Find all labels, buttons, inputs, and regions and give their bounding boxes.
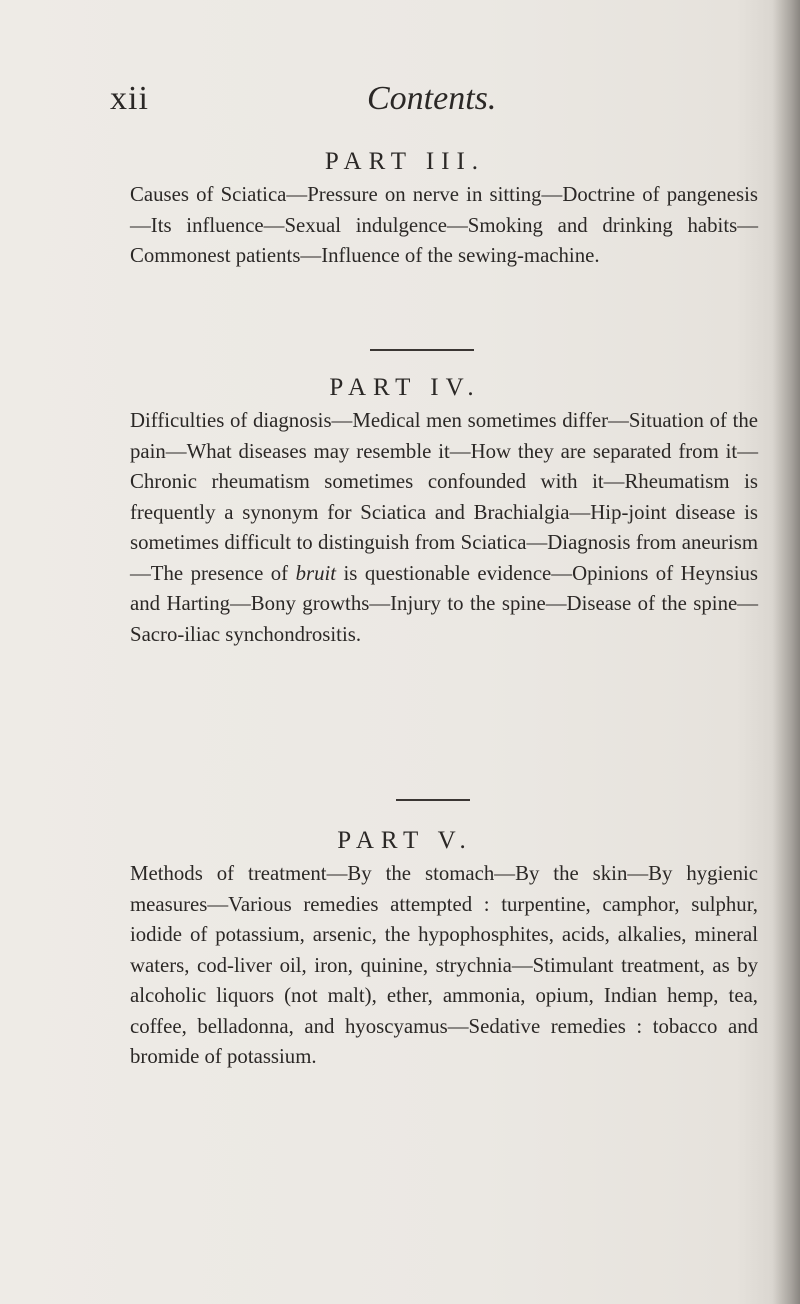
running-head-title: Contents. xyxy=(367,80,497,117)
part-iv-summary-italic: bruit xyxy=(295,561,337,585)
section-divider xyxy=(370,349,474,351)
part-iv-summary-start: Difficulties of diagnosis—Medical men sometimes differ—Situation of the pain—What diseases may resemble it—How they are separated from it—Chronic rheumatism sometimes confounded with it—Rheumatism is frequently a synonym for Sciatica and Brachialgia—Hip-joint disease is sometimes difficult to distinguish from Sciatica—Diagnosis from aneurism—The presence of xyxy=(130,409,758,585)
part-v-summary xyxy=(130,859,758,1073)
page-edge-shadow xyxy=(772,0,800,1304)
part-iii-heading: PART III. xyxy=(324,148,486,175)
part-iii-summary-text: Causes of Sciatica—Pressure on nerve in sitting—Doctrine of pangenesis—Its influence—Sexual indulgence—Smoking and drinking habits—Commonest patients—Influence of the sewing-machine. xyxy=(130,183,758,267)
part-iv-heading: PART IV. xyxy=(329,374,481,401)
page-number: xii xyxy=(110,80,149,117)
part-iv-summary xyxy=(130,406,758,650)
part-iii-summary xyxy=(130,180,758,272)
part-iv-summary-text xyxy=(130,406,758,650)
part-iv-summary-end: is questionable evidence—Opinions of Heynsius and Harting—Bony growths—Injury to the spine—Disease of the spine—Sacro-iliac synchondrositis. xyxy=(130,561,758,646)
part-v-summary-text: Methods of treatment—By the stomach—By the skin—By hygienic measures—Various remedies attempted : turpentine, camphor, sulphur, iodide of potassium, arsenic, the hypophosphites, acids, alkalies, mineral waters, cod-liver oil, iron, quinine, strychnia—Stimulant treatment, as by alcoholic liquors (not malt), ether, ammonia, opium, Indian hemp, tea, coffee, belladonna, and hyoscyamus—Sedative remedies : tobacco and bromide of potassium. xyxy=(130,862,758,1068)
section-divider xyxy=(396,799,470,801)
part-v-heading: PART V. xyxy=(337,827,473,854)
running-head xyxy=(0,80,800,120)
